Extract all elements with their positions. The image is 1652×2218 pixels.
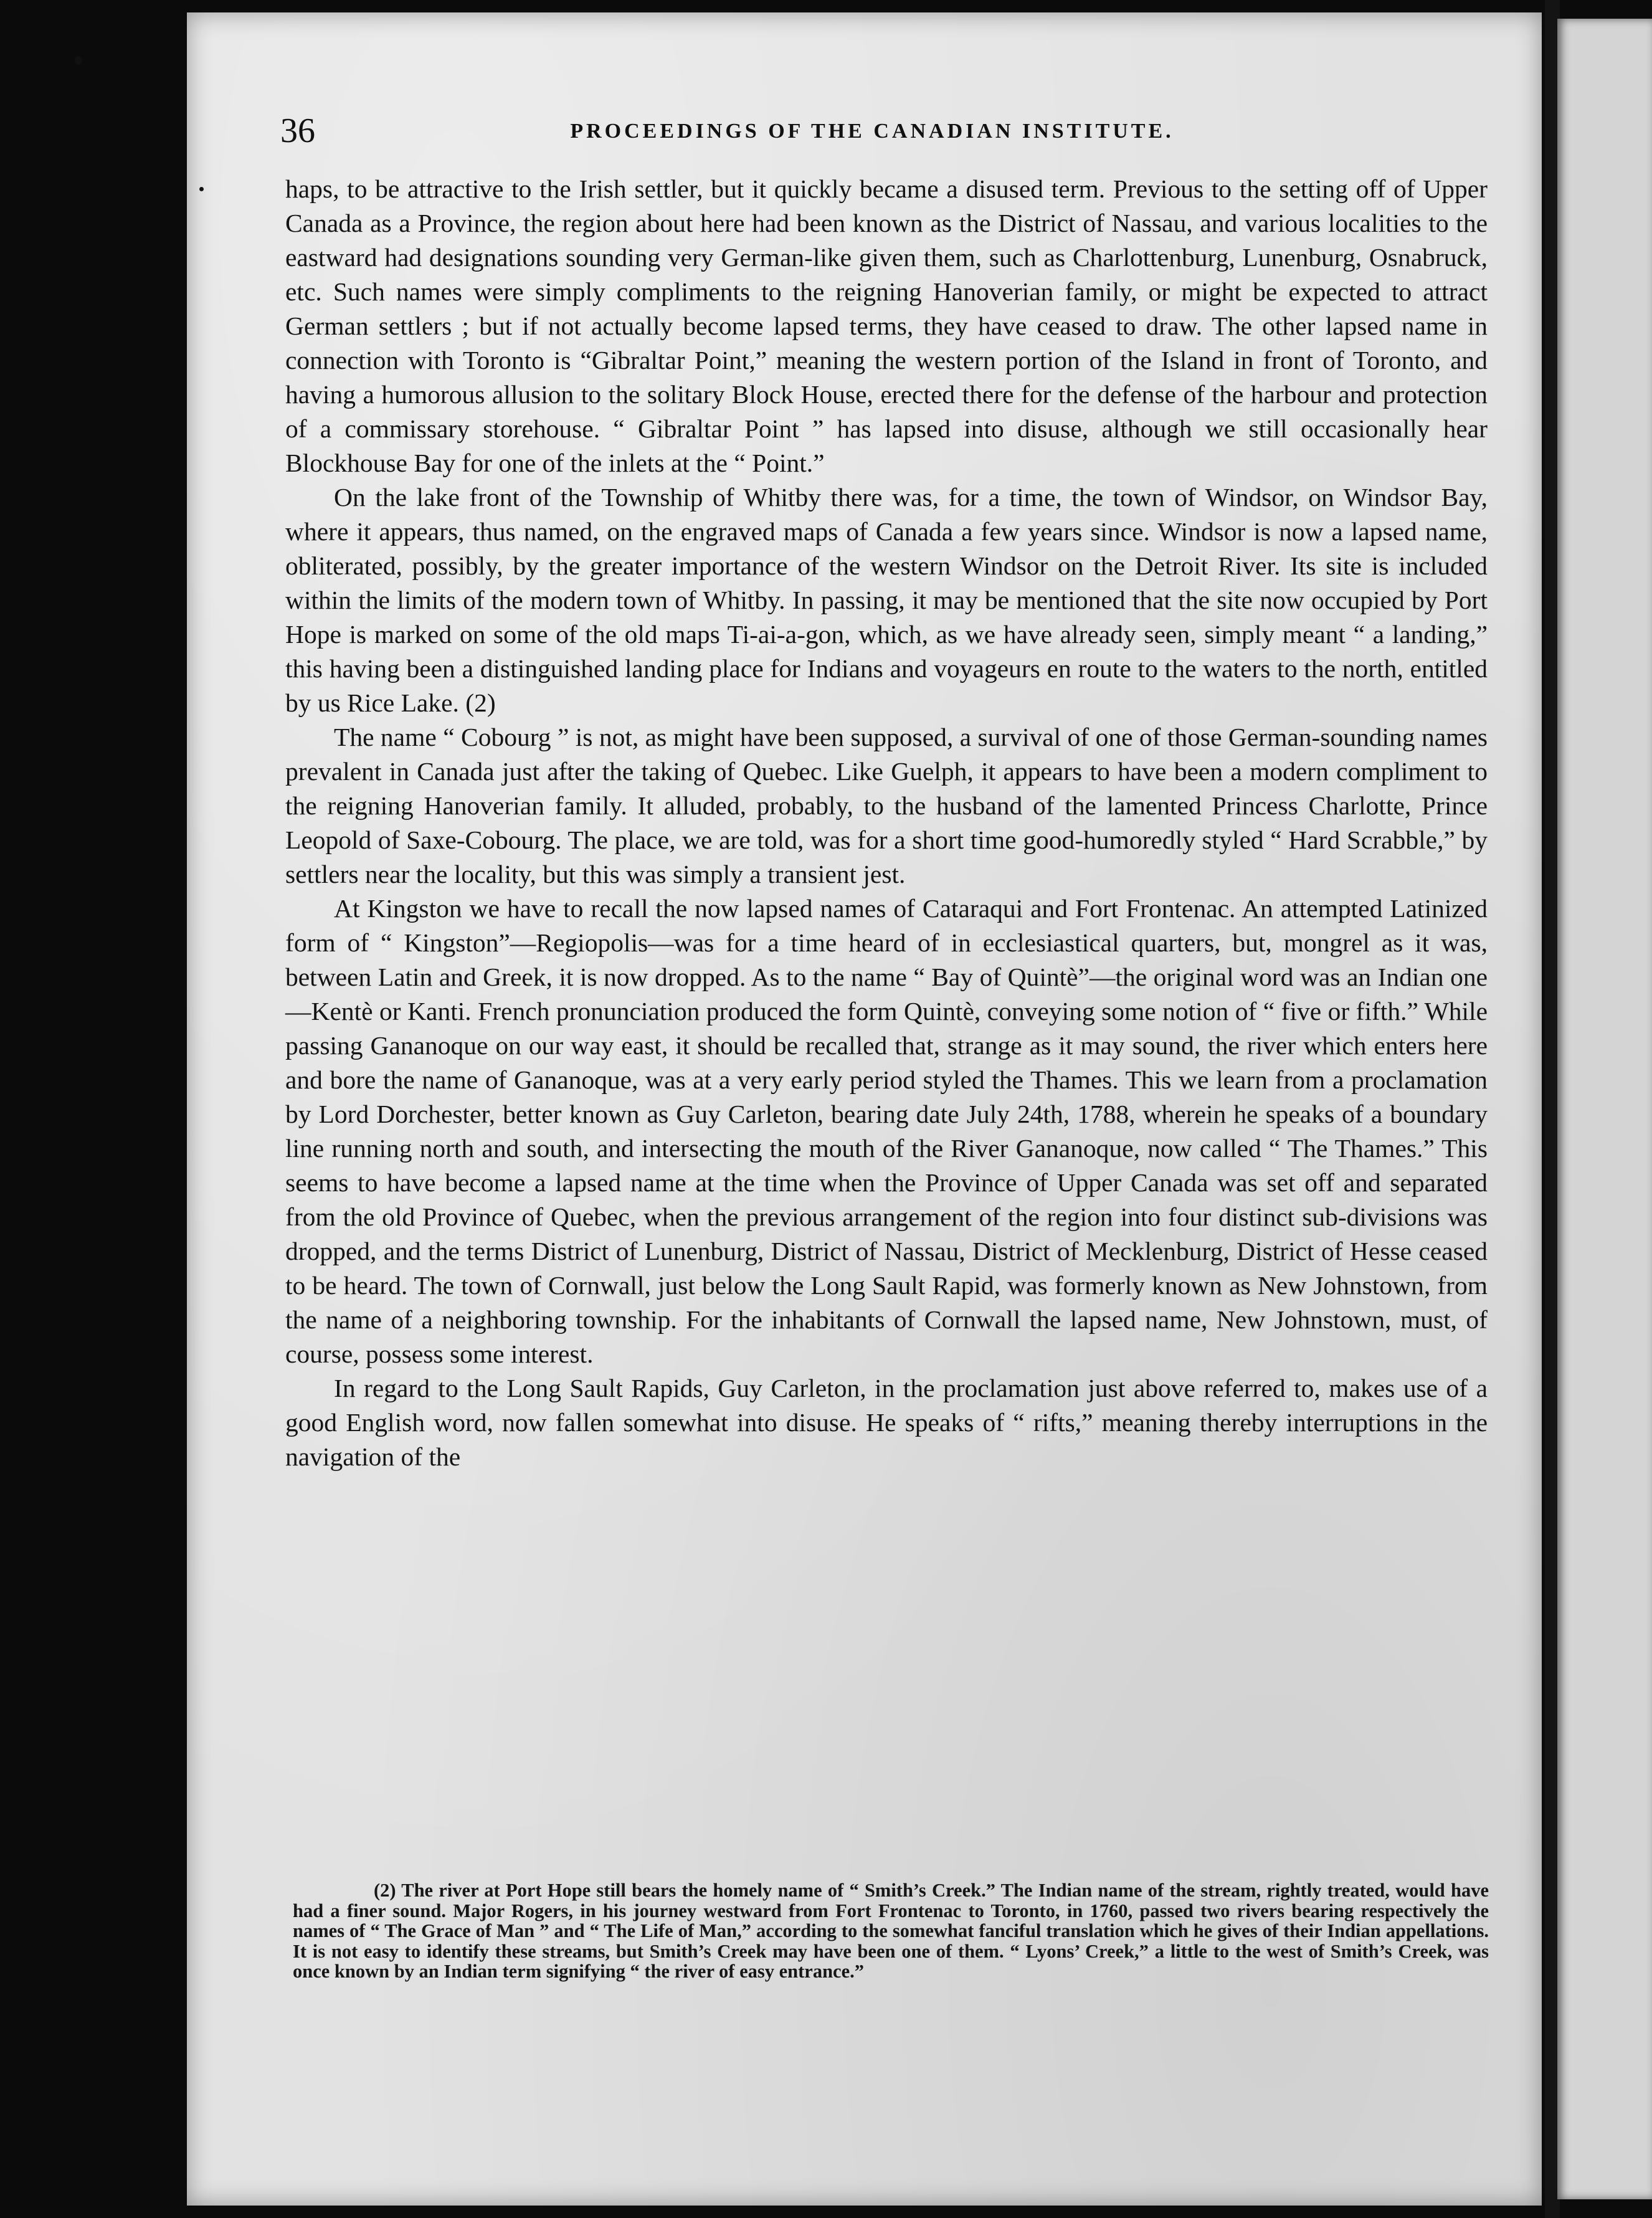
- page-number: 36: [280, 112, 315, 150]
- body-text: [285, 172, 1488, 1474]
- scan-speck: [199, 187, 204, 191]
- paragraph: haps, to be attractive to the Irish settler, but it quickly became a disused term. Previous to the setting off of Upper Canada as a Province, the region about here had been known as the District of Nassau, and various localities to the eastward had designations sounding very German-like given them, such as Charlottenburg, Lunenburg, Osnabruck, etc. Such names were simply compliments to the reigning Hanoverian family, or might be expected to attract German settlers ; but if not actually become lapsed terms, they have ceased to draw. The other lapsed name in connection with Toronto is “Gibraltar Point,” meaning the western portion of the Island in front of Toronto, and having a humorous allusion to the solitary Block House, erected there for the defense of the harbour and protection of a commissary storehouse. “ Gibraltar Point ” has lapsed into disuse, although we still occasionally hear Blockhouse Bay for one of the inlets at the “ Point.”: [285, 174, 1488, 477]
- page-header: [280, 106, 1464, 168]
- paragraph: The name “ Cobourg ” is not, as might have been supposed, a survival of one of those German-sounding names prevalent in Canada just after the taking of Quebec. Like Guelph, it appears to have been a modern compliment to the reigning Hanoverian family. It alluded, probably, to the husband of the lamented Princess Charlotte, Prince Leopold of Saxe-Cobourg. The place, we are told, was for a short time good-humoredly styled “ Hard Scrabble,” by settlers near the locality, but this was simply a transient jest.: [285, 723, 1488, 888]
- book-page: [187, 12, 1542, 2206]
- paragraph: At Kingston we have to recall the now lapsed names of Cataraqui and Fort Frontenac. An attempted Latinized form of “ Kingston”—Regiopolis—was for a time heard of in ecclesiastical quarters, but, mongrel as it was, between Latin and Greek, it is now dropped. As to the name “ Bay of Quintè”—the original word was an Indian one—Kentè or Kanti. French pronunciation produced the form Quintè, conveying some notion of “ five or fifth.” While passing Gananoque on our way east, it should be recalled that, strange as it may sound, the river which enters here and bore the name of Gananoque, was at a very early period styled the Thames. This we learn from a proclamation by Lord Dorchester, better known as Guy Carleton, bearing date July 24th, 1788, wherein he speaks of a boundary line running north and south, and intersecting the mouth of the River Gananoque, now called “ The Thames.” This seems to have become a lapsed name at the time when the Province of Upper Canada was set off and separated from the old Province of Quebec, when the previous arrangement of the region into four distinct sub-divisions was dropped, and the terms District of Lunenburg, District of Nassau, District of Mecklenburg, District of Hesse ceased to be heard. The town of Cornwall, just below the Long Sault Rapid, was formerly known as New Johnstown, from the name of a neighboring township. For the inhabitants of Cornwall the lapsed name, New Johnstown, must, of course, possess some interest.: [285, 894, 1488, 1368]
- footnote: [293, 1880, 1489, 1982]
- facing-page-edge: [1557, 19, 1652, 2199]
- scan-speck: [75, 56, 82, 65]
- running-head: PROCEEDINGS OF THE CANADIAN INSTITUTE.: [570, 120, 1174, 143]
- paragraph: In regard to the Long Sault Rapids, Guy Carleton, in the proclamation just above referred to, makes use of a good English word, now fallen somewhat into disuse. He speaks of “ rifts,” meaning thereby interruptions in the navigation of the: [285, 1374, 1488, 1471]
- paragraph: On the lake front of the Township of Whitby there was, for a time, the town of Windsor, on Windsor Bay, where it appears, thus named, on the engraved maps of Canada a few years since. Windsor is now a lapsed name, obliterated, possibly, by the greater importance of the western Windsor on the Detroit River. Its site is included within the limits of the modern town of Whitby. In passing, it may be mentioned that the site now occupied by Port Hope is marked on some of the old maps Ti-ai-a-gon, which, as we have already seen, simply meant “ a landing,” this having been a distinguished landing place for Indians and voyageurs en route to the waters to the north, entitled by us Rice Lake. (2): [285, 483, 1488, 717]
- footnote-text: (2) The river at Port Hope still bears the homely name of “ Smith’s Creek.” The Indian name of the stream, rightly treated, would have had a finer sound. Major Rogers, in his journey westward from Fort Frontenac to Toronto, in 1760, passed two rivers bearing respectively the names of “ The Grace of Man ” and “ The Life of Man,” according to the somewhat fanciful translation which he gives of their Indian appellations. It is not easy to identify these streams, but Smith’s Creek may have been one of them. “ Lyons’ Creek,” a little to the west of Smith’s Creek, was once known by an Indian term signifying “ the river of easy entrance.”: [293, 1880, 1489, 1982]
